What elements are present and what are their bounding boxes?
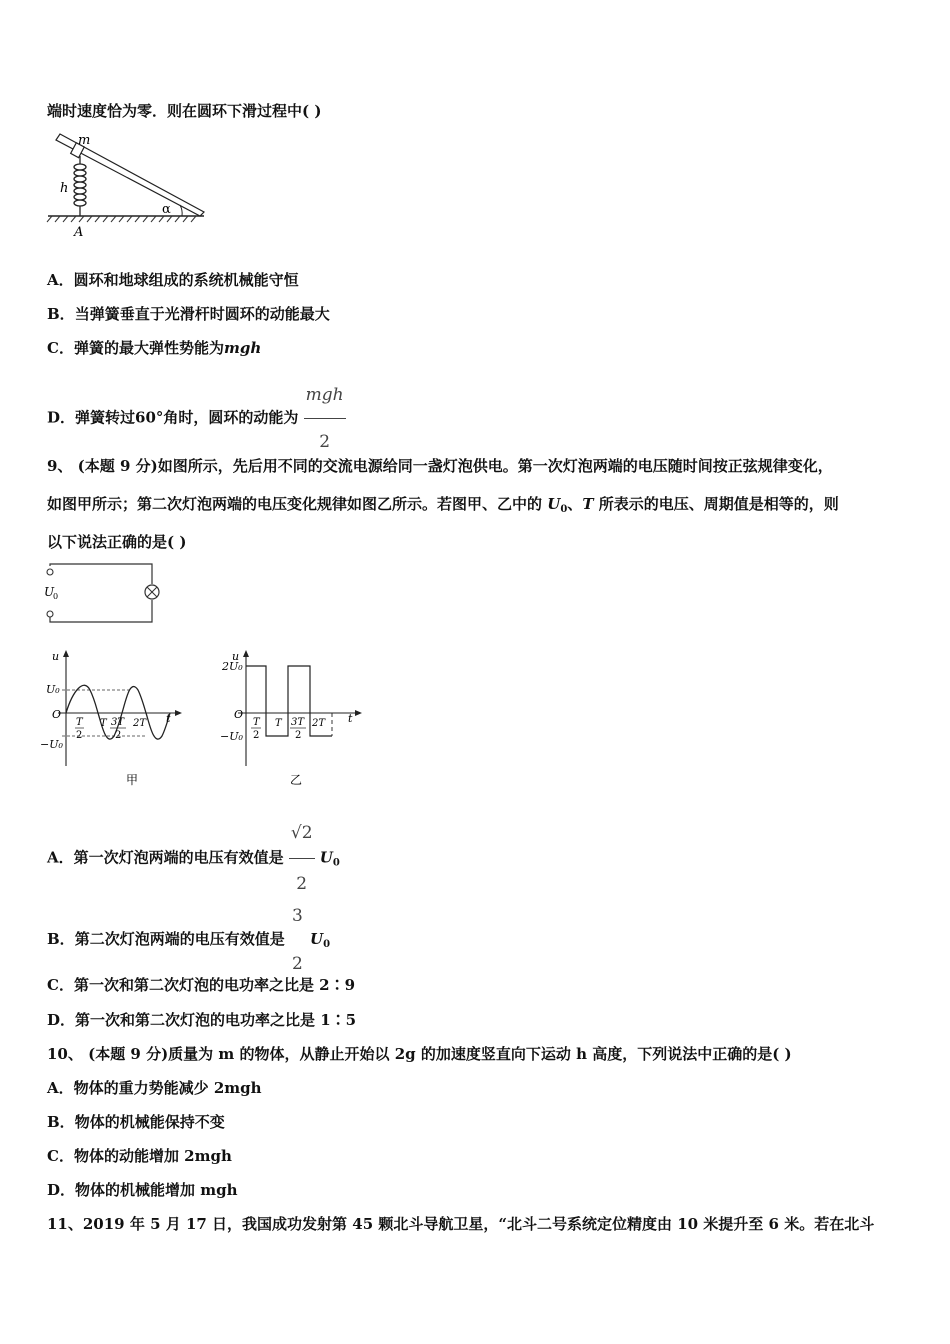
jia-U0: U₀ <box>46 683 60 696</box>
q8-option-a: A．圆环和地球组成的系统机械能守恒 <box>47 271 299 289</box>
q10-option-b: B．物体的机械能保持不变 <box>47 1113 225 1131</box>
q8-option-b: B．当弹簧垂直于光滑杆时圆环的动能最大 <box>47 305 330 323</box>
jia-O: O <box>52 708 62 721</box>
q8-stem-tail: 端时速度恰为零．则在圆环下滑过程中( ) <box>47 102 322 120</box>
jia-negU0: −U₀ <box>40 738 63 751</box>
jia-t: t <box>166 712 171 725</box>
yi-caption: 乙 <box>290 773 303 787</box>
q9-circuit <box>40 558 165 632</box>
yi-T3-num: 3T <box>291 717 305 728</box>
jia-T3-num: 3T <box>111 717 125 728</box>
q9-a-fraction: $\frac{√2}{2}$ <box>289 808 315 909</box>
yi-T3-den: 2 <box>295 730 302 741</box>
q9-stem-line3: 以下说法正确的是( ) <box>47 533 187 551</box>
q8-label-h: h <box>60 181 69 196</box>
jia-2T: 2T <box>133 718 147 729</box>
yi-T2-num: T <box>253 717 260 728</box>
q9-option-d: D．第一次和第二次灯泡的电功率之比是 1∶5 <box>47 1011 357 1029</box>
yi-negU0: −U₀ <box>220 730 243 743</box>
circuit-label-U: U <box>44 585 55 599</box>
yi-O: O <box>234 708 244 721</box>
yi-u: u <box>232 650 240 663</box>
circuit-label-sub: 0 <box>53 592 59 601</box>
q9-graph-jia <box>40 648 190 797</box>
jia-u: u <box>52 650 60 663</box>
q9-stem-line2: 如图甲所示；第二次灯泡两端的电压变化规律如图乙所示。若图甲、乙中的 $U_0$、T 所表示的电压、周期值是相等的，则 <box>47 495 839 515</box>
q10-option-c: C．物体的动能增加 2mgh <box>47 1147 232 1165</box>
yi-2T: 2T <box>312 718 326 729</box>
q9-graph-yi <box>220 648 370 797</box>
jia-T2-num: T <box>76 717 83 728</box>
yi-T: T <box>275 718 282 729</box>
q8-d-fraction: $\frac{\text{mgh}}{2}$ <box>304 372 346 465</box>
q8-label-alpha: α <box>162 202 171 217</box>
jia-caption: 甲 <box>126 773 139 787</box>
jia-T2-den: 2 <box>76 730 83 741</box>
jia-T3-den: 2 <box>115 730 122 741</box>
q9-option-a: A．第一次灯泡两端的电压有效值是 $\frac{√2}{2}$ $U_0$ <box>47 808 340 909</box>
q10-option-a: A．物体的重力势能减少 2mgh <box>47 1079 262 1097</box>
q9-option-b: B．第二次灯泡两端的电压有效值是 3 2 $U_0$ <box>47 892 330 988</box>
q8-label-m: m <box>78 133 91 148</box>
q11-stem: 11、2019 年 5 月 17 日，我国成功发射第 45 颗北斗导航卫星，“北斗二号系统定位精度由 10 米提升至 6 米。若在北斗 <box>47 1215 875 1233</box>
q9-option-c: C．第一次和第二次灯泡的电功率之比是 2∶9 <box>47 976 356 994</box>
q9-b-fraction: 3 2 <box>291 906 303 974</box>
yi-2U0: 2U₀ <box>222 660 243 673</box>
q8-option-c: C．弹簧的最大弹性势能为mgh <box>47 339 262 357</box>
q8-option-d: D．弹簧转过60°角时，圆环的动能为 $\frac{\text{mgh}}{2}$ <box>47 372 346 465</box>
yi-t: t <box>348 712 353 725</box>
q10-option-d: D．物体的机械能增加 mgh <box>47 1181 238 1199</box>
jia-T: T <box>100 718 107 729</box>
q8-figure <box>44 130 219 246</box>
yi-T2-den: 2 <box>253 730 260 741</box>
q8-label-A: A <box>74 225 84 240</box>
q9-stem-line1: 9、 (本题 9 分)如图所示，先后用不同的交流电源给同一盏灯泡供电。第一次灯泡两端的电压随时间按正弦规律变化， <box>47 457 833 475</box>
q10-stem: 10、 (本题 9 分)质量为 m 的物体，从静止开始以 2g 的加速度竖直向下运动 h 高度，下列说法中正确的是( ) <box>47 1045 792 1063</box>
